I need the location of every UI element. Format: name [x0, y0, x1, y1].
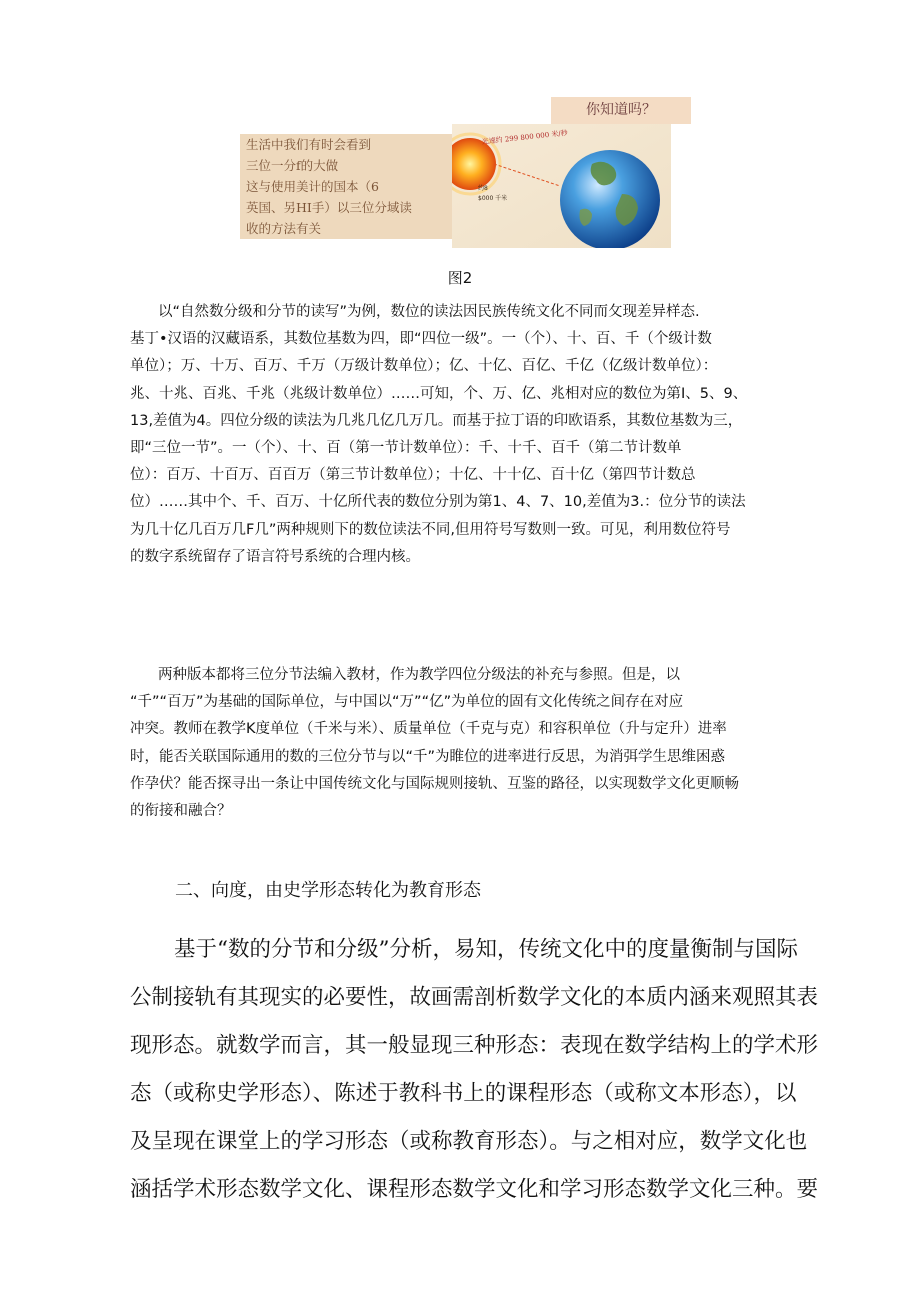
text-line: “千”“百万”为基础的国际单位，与中国以“万”“亿”为单位的固有文化传统之间存在对应	[130, 694, 684, 711]
text-line: 两种版本都将三位分节法编入教材，作为教学四位分级法的补充与参照。但是，以	[158, 667, 680, 683]
text-line: 冲突。教师在教学K度单位（千米与米）、质量单位（千克与克）和容积单位（升与定升）进率	[130, 721, 727, 738]
sun-earth-illustration	[452, 124, 671, 248]
figure-tag: 你知道吗？	[551, 97, 691, 124]
figure-text-line: 三位一分f的大做	[246, 158, 339, 173]
text-line: 态（或称史学形态）、陈述于教科书上的课程形态（或称文本形态），以	[130, 1081, 797, 1106]
distance-label-1: 约8	[478, 185, 488, 192]
section-heading: 二、向度，由史学形态转化为教育形态	[175, 880, 481, 901]
text-line: 位）……其中个、千、百万、十亿所代表的数位分别为第1、4、7、10,差值为3.：位分节的读法	[130, 494, 746, 511]
text-line: 兆、十兆、百兆、千兆（兆级计数单位）……可知，个、万、亿、兆相对应的数位为第I、5、9、	[130, 385, 748, 402]
text-line: 的衔接和融合？	[130, 802, 232, 819]
figure-text-line: 英国、另HI手）以三位分域读	[246, 200, 412, 215]
text-line: 以“自然数分级和分节的读写”为例，数位的读法因民族传统文化不同而攵现差异样态.	[158, 304, 700, 320]
text-line: 作孕伏？能否探寻出一条让中国传统文化与国际规则接轨、互鉴的路径，以实现数学文化更顺畅	[130, 775, 739, 792]
text-line: 为几十亿几百万几F几”两种规则下的数位读法不同,但用符号写数则一致。可见，利用数位符号	[130, 521, 731, 538]
text-line: 涵括学术形态数学文化、课程形态数学文化和学习形态数学文化三种。要	[130, 1177, 819, 1202]
light-speed-label: 光速约 299 800 000 米/秒	[481, 129, 569, 146]
text-line: 即“三位一节”。一（个）、十、百（第一节计数单位）：千、十千、百千（第二节计数单	[130, 439, 682, 456]
text-line: 及呈现在课堂上的学习形态（或称教育形态）。与之相对应，数学文化也	[130, 1129, 808, 1154]
distance-label-2: $000 千米	[478, 195, 508, 202]
text-line: 基于“数的分节和分级”分析，易知，传统文化中的度量衡制与国际	[174, 937, 798, 962]
paragraph-2	[130, 662, 790, 825]
figure-caption: 图2	[447, 269, 473, 287]
text-line: 时，能否关联国际通用的数的三位分节与以“千”为睢位的进率进行反思，为消弭学生思维困惑	[130, 748, 726, 765]
text-line: 13,差值为4。四位分级的读法为几兆几亿几万几。而基于拉丁语的印欧语系，其数位基数为三，	[130, 412, 743, 429]
figure-text-box	[240, 134, 452, 239]
paragraph-1	[130, 299, 790, 571]
figure-text-line: 这与使用美计的国本（6	[246, 179, 379, 194]
text-line: 的数字系统留存了语言符号系统的合理内核。	[130, 548, 420, 565]
sun-earth-svg	[452, 124, 671, 248]
figure-text-line: 生活中我们有时会看到	[246, 137, 372, 152]
text-line: 位）：百万、十百万、百百万（第三节计数单位）；十亿、十十亿、百十亿（第四节计数总	[130, 467, 696, 484]
text-line: 现形态。就数学而言，其一般显现三种形态：表现在数学结构上的学术形	[130, 1033, 819, 1058]
text-line: 单位）；万、十万、百万、千万（万级计数单位）；亿、十亿、百亿、千亿（亿级计数单位）：	[130, 358, 718, 375]
text-line: 公制接轨有其现实的必要性，故画需剖析数学文化的本质内涵来观照其表	[130, 985, 819, 1010]
text-line: 基丁•汉语的汉藏语系，其数位基数为四，即“四位一级”。一（个）、十、百、千（个级计数	[130, 331, 712, 348]
figure-text-line: 收的方法有关	[246, 221, 322, 236]
paragraph-3	[130, 926, 819, 1214]
